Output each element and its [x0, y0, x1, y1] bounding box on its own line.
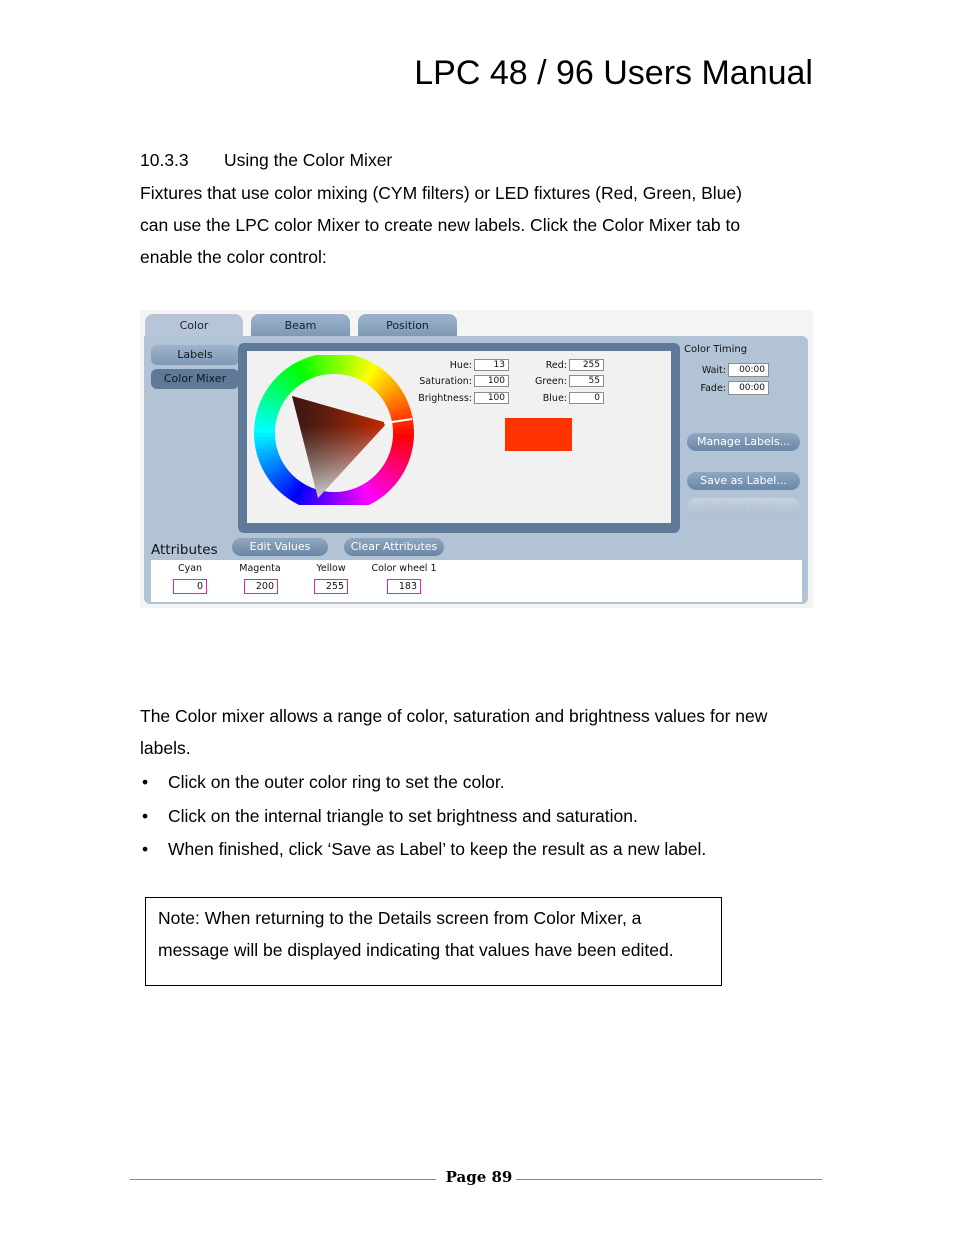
bullet-text: Click on the internal triangle to set brightness and saturation.: [168, 805, 638, 826]
tab-color[interactable]: Color: [145, 314, 243, 337]
brightness-field[interactable]: 100: [474, 392, 509, 404]
bullet-marker: •: [142, 805, 149, 826]
wait-field[interactable]: 00:00: [728, 363, 769, 377]
hue-field[interactable]: 13: [474, 359, 509, 371]
labels-button[interactable]: Labels: [151, 345, 239, 365]
save-as-label-button[interactable]: Save as Label...: [687, 472, 800, 490]
body-paragraph: [140, 700, 820, 764]
color-preview-swatch: [505, 418, 572, 451]
color-wheel[interactable]: [252, 355, 416, 505]
brightness-label: Brightness:: [418, 393, 472, 404]
bullet-text: When finished, click ‘Save as Label’ to keep the result as a new label.: [168, 839, 707, 860]
color-mixer-button[interactable]: Color Mixer: [151, 369, 239, 389]
saturation-field[interactable]: 100: [474, 375, 509, 387]
document-title: LPC 48 / 96 Users Manual: [414, 54, 813, 92]
fade-field[interactable]: 00:00: [728, 381, 769, 395]
intro-line: can use the LPC color Mixer to create new labels. Click the Color Mixer tab to: [140, 215, 741, 235]
red-label: Red:: [545, 360, 567, 371]
tab-beam[interactable]: Beam: [251, 314, 350, 337]
hue-label: Hue:: [449, 360, 472, 371]
list-item: [140, 766, 706, 800]
wait-label: Wait:: [701, 365, 726, 376]
section-title: Using the Color Mixer: [224, 150, 393, 170]
attribute-name-cyan: Cyan: [177, 563, 203, 574]
note-box: [145, 897, 722, 986]
footer-rule-right: [516, 1179, 822, 1180]
green-field[interactable]: 55: [569, 375, 604, 387]
bullet-marker: •: [142, 772, 149, 793]
attribute-value-cyan[interactable]: 0: [173, 579, 207, 594]
page-number: Page 89: [445, 1168, 513, 1186]
intro-line: Fixtures that use color mixing (CYM filters) or LED fixtures (Red, Green, Blue): [140, 183, 742, 203]
red-field[interactable]: 255: [569, 359, 604, 371]
footer-rule-left: [130, 1179, 436, 1180]
bullet-marker: •: [142, 839, 149, 860]
bullet-list: [140, 766, 706, 867]
color-mixer-screenshot: [140, 310, 813, 608]
list-item: [140, 833, 706, 867]
attribute-value-color-wheel[interactable]: 183: [387, 579, 421, 594]
note-line: message will be displayed indicating that values have been edited.: [158, 940, 674, 960]
blue-label: Blue:: [542, 393, 567, 404]
attribute-name-magenta: Magenta: [239, 563, 281, 574]
section-heading: [140, 150, 392, 171]
attributes-title: Attributes: [151, 542, 218, 558]
saturation-label: Saturation:: [419, 376, 472, 387]
manage-labels-button[interactable]: Manage Labels...: [687, 433, 800, 451]
color-timing-title: Color Timing: [684, 344, 748, 355]
attribute-name-color-wheel: Color wheel 1: [371, 563, 437, 574]
body-line: labels.: [140, 738, 191, 758]
body-line: The Color mixer allows a range of color, saturation and brightness values for new: [140, 706, 768, 726]
list-item: [140, 800, 706, 834]
clear-attributes-button[interactable]: Clear Attributes: [344, 538, 444, 556]
attribute-value-yellow[interactable]: 255: [314, 579, 348, 594]
intro-paragraph: [140, 177, 820, 273]
note-line: Note: When returning to the Details screen from Color Mixer, a: [158, 908, 642, 928]
intro-line: enable the color control:: [140, 247, 327, 267]
blue-field[interactable]: 0: [569, 392, 604, 404]
bullet-text: Click on the outer color ring to set the color.: [168, 772, 505, 793]
delete-label-button[interactable]: Delete Label...: [687, 498, 800, 516]
section-number: 10.3.3: [140, 150, 189, 170]
green-label: Green:: [535, 376, 567, 387]
attribute-name-yellow: Yellow: [316, 563, 346, 574]
attribute-value-magenta[interactable]: 200: [244, 579, 278, 594]
edit-values-button[interactable]: Edit Values: [232, 538, 328, 556]
tab-position[interactable]: Position: [358, 314, 457, 337]
fade-label: Fade:: [700, 383, 726, 394]
